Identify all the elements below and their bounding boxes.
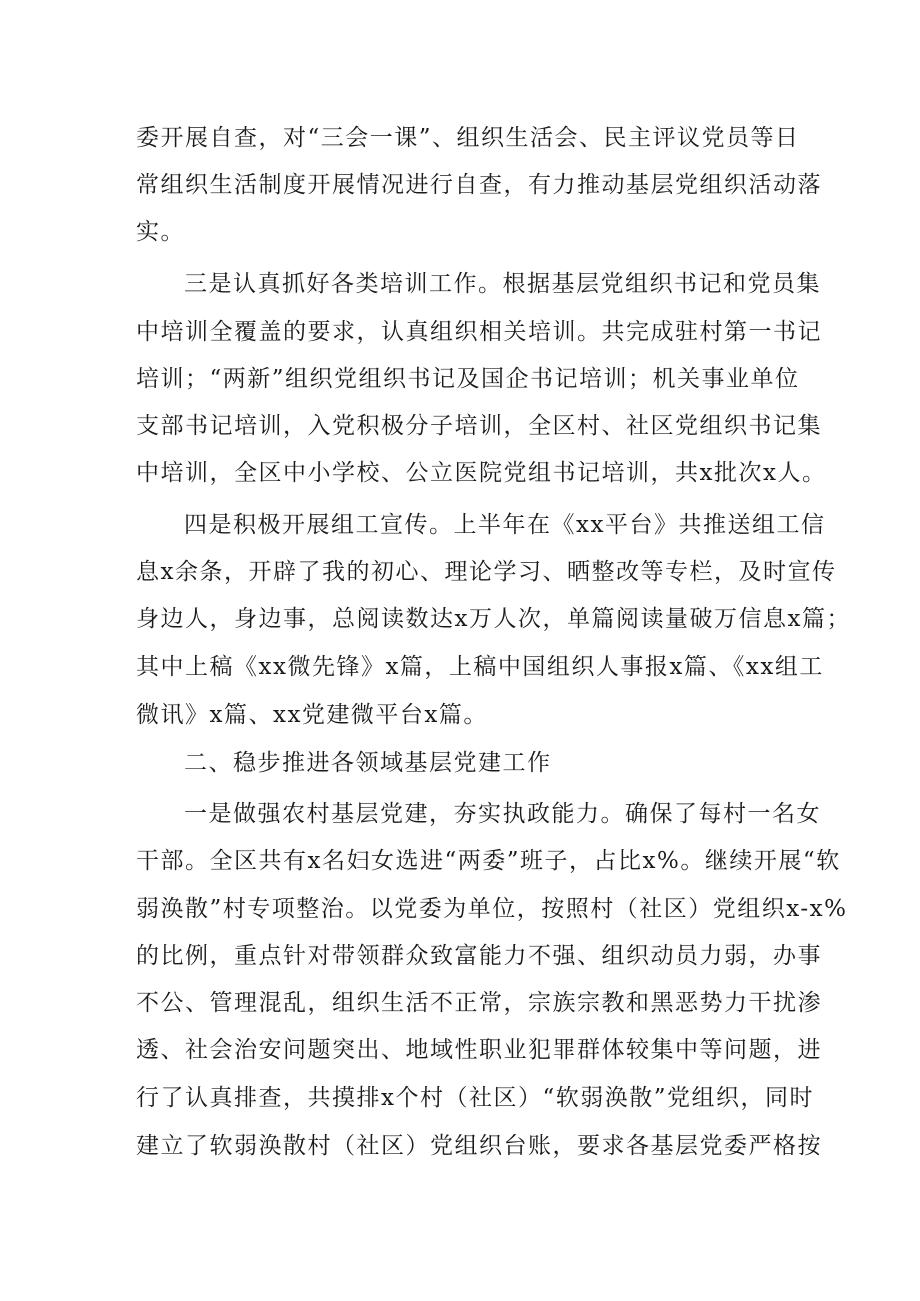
- text-line: 息x余条，开辟了我的初心、理论学习、晒整改等专栏，及时宣传: [136, 559, 837, 585]
- text-line: 透、社会治安问题突出、地域性职业犯罪群体较集中等问题，进: [136, 1037, 822, 1063]
- text-line: 中培训全覆盖的要求，认真组织相关培训。共完成驻村第一书记: [136, 319, 822, 345]
- text-line: 微讯》x篇、xx党建微平台x篇。: [136, 702, 488, 728]
- text-line: 中培训，全区中小学校、公立医院党组书记培训，共x批次x人。: [136, 460, 827, 486]
- text-line: 其中上稿《xx微先锋》x篇，上稿中国组织人事报x篇、《xx组工: [136, 654, 824, 680]
- text-line: 支部书记培训，入党积极分子培训，全区村、社区党组织书记集: [136, 413, 822, 439]
- text-line: 不公、管理混乱，组织生活不正常，宗族宗教和黑恶势力干扰渗: [136, 990, 822, 1016]
- text-line: 三是认真抓好各类培训工作。根据基层党组织书记和党员集: [184, 271, 821, 297]
- text-line: 行了认真排查，共摸排x个村（社区）“软弱涣散”党组织，同时: [136, 1085, 814, 1111]
- text-line: 建立了软弱涣散村（社区）党组织台账，要求各基层党委严格按: [136, 1133, 822, 1159]
- text-line: 身边人，身边事，总阅读数达x万人次，单篇阅读量破万信息x篇；: [136, 606, 851, 632]
- section-heading: 二、稳步推进各领域基层党建工作: [184, 750, 552, 776]
- text-line: 弱涣散”村专项整治。以党委为单位，按照村（社区）党组织x-x%: [136, 896, 848, 922]
- text-line: 委开展自查，对“三会一课”、组织生活会、民主评议党员等日: [136, 125, 800, 151]
- text-line: 干部。全区共有x名妇女选进“两委”班子，占比x%。继续开展“软: [136, 848, 841, 874]
- text-line: 实。: [136, 219, 185, 245]
- text-line: 培训；“两新”组织党组织书记及国企书记培训；机关事业单位: [136, 366, 800, 392]
- text-line: 常组织生活制度开展情况进行自查，有力推动基层党组织活动落: [136, 172, 822, 198]
- text-line: 的比例，重点针对带领群众致富能力不强、组织动员力弱，办事: [136, 943, 822, 969]
- text-line: 四是积极开展组工宣传。上半年在《xx平台》共推送组工信: [184, 512, 826, 538]
- text-line: 一是做强农村基层党建，夯实执政能力。确保了每村一名女: [184, 801, 821, 827]
